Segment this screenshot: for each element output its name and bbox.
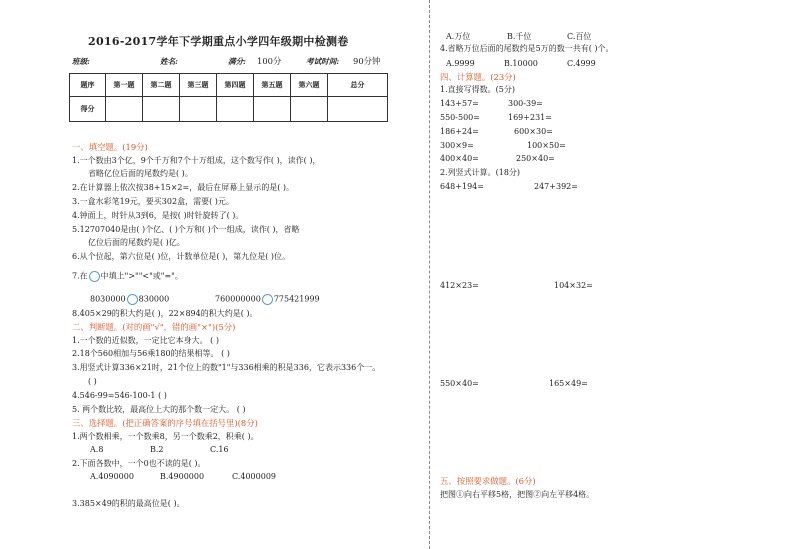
compare-pair-2 xyxy=(215,294,320,305)
option-c: C.百位 xyxy=(567,32,592,41)
compare-right-value: 775421999 xyxy=(273,294,320,304)
score-input-cell[interactable] xyxy=(254,97,291,122)
question-1-2: 2.在计算器上依次按38+15×2=，最后在屏幕上显示的是( )。 xyxy=(72,183,294,192)
compare-left-value: 760000000 xyxy=(215,294,261,304)
score-row-label: 得分 xyxy=(70,97,106,122)
oral-calc-item: 300-39= xyxy=(508,99,543,108)
score-header-cell: 第一题 xyxy=(106,74,143,97)
question-3-1: 1.两个数相乘，一个数乘8，另一个数乘2，积乘( )。 xyxy=(72,432,259,441)
oral-calc-item: 143+57= xyxy=(440,99,479,108)
oral-calc-item: 169+231= xyxy=(508,113,552,122)
score-header-cell: 第六题 xyxy=(291,74,328,97)
section-fill-blanks-heading: 一、填空题。(19分) xyxy=(72,142,148,152)
option-a: A.4090000 xyxy=(90,472,134,481)
oral-calc-item: 600×30= xyxy=(514,127,553,136)
score-header-cell: 第三题 xyxy=(180,74,217,97)
score-input-cell[interactable] xyxy=(106,97,143,122)
exam-time-label: 考试时间: xyxy=(306,57,340,66)
question-5-1-text-b: 向右平移5格，把图 xyxy=(464,490,534,499)
vertical-calc-item: 104×32= xyxy=(554,281,593,290)
score-header-cell: 第二题 xyxy=(143,74,180,97)
score-header-cell: 第四题 xyxy=(217,74,254,97)
oral-calc-item: 300×9= xyxy=(440,141,474,150)
option-b: B.10000 xyxy=(504,59,538,68)
question-3-3: 3.385×49的积的最高位是( )。 xyxy=(72,499,185,508)
question-2-3: 3.用竖式计算336×21时，21个位上的数"1"与336相乘的积是336，它表示336个一。 xyxy=(72,363,381,372)
question-4-1: 1.直接写得数。(5分) xyxy=(440,85,515,94)
question-1-1: 1.一个数由3个亿，9个千万和7个十万组成，这个数写作( )，读作( )， xyxy=(72,156,321,165)
vertical-calc-item: 247+392= xyxy=(534,182,578,191)
compare-pair-1 xyxy=(90,294,169,305)
score-header-cell: 题序 xyxy=(70,74,106,97)
name-label: 姓名: xyxy=(160,57,178,66)
section-choice-heading: 三、选择题。(把正确答案的序号填在括号里)(8分) xyxy=(72,418,258,428)
vertical-calc-item: 165×49= xyxy=(549,379,588,388)
question-1-7 xyxy=(72,271,183,282)
question-2-5: 5. 两个数比较，最高位上大的那个数一定大。 ( ) xyxy=(72,405,246,414)
section-judge-heading: 二、判断题。(对的画"√"，错的画"×")(5分) xyxy=(72,322,236,332)
question-3-2: 2.下面各数中，一个0也不读的是( )。 xyxy=(72,459,206,468)
oral-calc-item: 186+24= xyxy=(440,127,479,136)
question-1-6: 6.从个位起，第六位是( )位，计数单位是( )，第九位是( )位。 xyxy=(72,252,290,261)
question-2-2: 2.18个560相加与56乘180的结果相等。 ( ) xyxy=(72,349,230,358)
question-4-2: 2.列竖式计算。(18分) xyxy=(440,168,521,177)
question-1-5-cont: 亿位后面的尾数约是( )亿。 xyxy=(88,238,185,247)
figure-1-label: ① xyxy=(456,490,464,499)
exam-time-value: 90分钟 xyxy=(353,56,381,66)
full-score-label: 满分: xyxy=(228,57,246,66)
compare-right-value: 830000 xyxy=(138,294,170,304)
compare-circle-icon[interactable] xyxy=(127,294,138,305)
question-1-1-cont: 省略亿位后面的尾数约是( )。 xyxy=(88,169,193,178)
section-transform-heading: 五、按照要求做题。(6分) xyxy=(440,476,536,486)
class-label: 班级: xyxy=(72,57,90,66)
score-input-cell[interactable] xyxy=(217,97,254,122)
score-input-cell[interactable] xyxy=(328,97,388,122)
question-5-1-text-c: 向左平移4格。 xyxy=(541,490,595,499)
question-3-4: 4.省略万位后面的尾数约是5万的数一共有( )个。 xyxy=(440,44,614,53)
question-2-1: 1.一个数的近似数，一定比它本身大。 ( ) xyxy=(72,336,219,345)
question-1-3: 3.一盒水彩笔19元，要买302盒，需要( )元。 xyxy=(72,197,234,206)
option-b: B.2 xyxy=(150,445,164,454)
score-header-cell: 第五题 xyxy=(254,74,291,97)
question-1-5: 5.12707040是由( )个亿、( )个万和( )个一组成，读作( )，省略 xyxy=(72,225,300,234)
option-a: A.8 xyxy=(90,445,104,454)
option-c: C.4000009 xyxy=(232,472,277,481)
compare-circle-icon[interactable] xyxy=(262,294,273,305)
question-1-8: 8.405×29的积大约是( )，22×894的积大约是( )。 xyxy=(72,309,258,318)
vertical-calc-item: 412×23= xyxy=(440,281,479,290)
oral-calc-item: 250×40= xyxy=(516,154,555,163)
oral-calc-item: 400×40= xyxy=(440,154,479,163)
vertical-calc-item: 550×40= xyxy=(440,379,479,388)
oral-calc-item: 100×50= xyxy=(527,141,566,150)
option-c: C.16 xyxy=(210,445,229,454)
question-5-1 xyxy=(440,491,594,499)
question-1-7-prefix: 7.在 xyxy=(72,271,88,281)
question-1-7-suffix: 中填上">""<"或"="。 xyxy=(100,271,183,281)
section-calc-heading: 四、计算题。(23分) xyxy=(440,72,516,82)
score-header-cell: 总分 xyxy=(328,74,388,97)
score-input-cell[interactable] xyxy=(143,97,180,122)
score-table xyxy=(69,73,388,122)
full-score-value: 100分 xyxy=(257,56,282,66)
compare-left-value: 8030000 xyxy=(90,294,126,304)
page-title: 2016-2017学年下学期重点小学四年级期中检测卷 xyxy=(88,35,349,48)
figure-2-label: ② xyxy=(533,490,542,499)
option-a: A.9999 xyxy=(446,59,475,68)
question-5-1-text-a: 把图 xyxy=(440,490,456,499)
question-2-3-cont: ( ) xyxy=(88,377,97,386)
column-divider xyxy=(429,0,430,549)
compare-circle-icon xyxy=(89,271,100,282)
option-a: A.万位 xyxy=(446,32,471,41)
option-b: B.4900000 xyxy=(160,472,205,481)
score-input-cell[interactable] xyxy=(291,97,328,122)
score-input-cell[interactable] xyxy=(180,97,217,122)
option-b: B.千位 xyxy=(507,32,532,41)
question-2-4: 4.546-99=546-100-1 ( ) xyxy=(72,391,167,400)
option-c: C.4999 xyxy=(567,59,596,68)
oral-calc-item: 550-500= xyxy=(440,113,480,122)
vertical-calc-item: 648+194= xyxy=(440,182,484,191)
question-1-4: 4.钟面上，时针从3到6，是按( )时针旋转了( )。 xyxy=(72,211,244,220)
